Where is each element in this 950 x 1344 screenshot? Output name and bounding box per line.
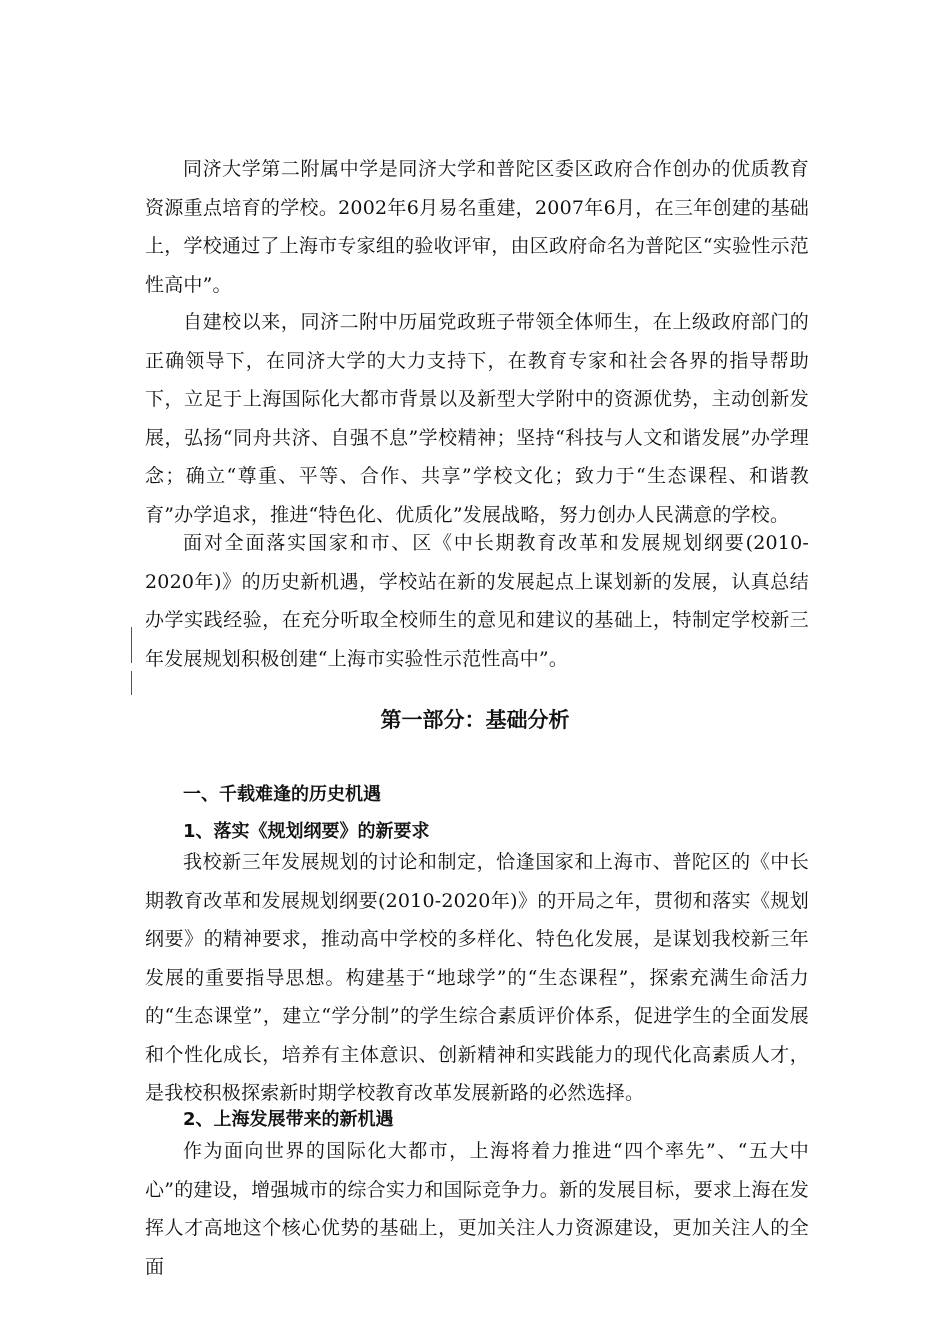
section-heading: 一、千载难逢的历史机遇: [183, 784, 381, 805]
intro-paragraph-3: 面对全面落实国家和市、区《中长期教育改革和发展规划纲要(2010-2020年)》的历史新机遇，学校站在新的发展起点上谋划新的发展，认真总结办学实践经验，在充分听取全校师生的意见和建议的基础上，特制定学校新三年发展规划积极创建“上海市实验性示范性高中”。: [145, 532, 809, 670]
intro-paragraph-2: 自建校以来，同济二附中历届党政班子带领全体师生，在上级政府部门的正确领导下，在同济大学的大力支持下，在教育专家和社会各界的指导帮助下，立足于上海国际化大都市背景以及新型大学附中的资源优势，主动创新发展，弘扬“同舟共济、自强不息”学校精神；坚持“科技与人文和谐发展”办学理念；确立“尊重、平等、合作、共享”学校文化；致力于“生态课程、和谐教育”办学追求，推进“特色化、优质化”发展战略，努力创办人民满意的学校。: [145, 311, 809, 526]
subsection-heading-1: 1、落实《规划纲要》的新要求: [183, 821, 430, 842]
subsection-heading-2: 2、上海发展带来的新机遇: [183, 1109, 394, 1130]
intro-paragraph-1: 同济大学第二附属中学是同济大学和普陀区委区政府合作创办的优质教育资源重点培育的学校。2002年6月易名重建，2007年6月，在三年创建的基础上，学校通过了上海市专家组的验收评审，由区政府命名为普陀区“实验性示范性高中”。: [145, 158, 809, 296]
margin-change-bar: [131, 627, 132, 663]
part-title: 第一部分：基础分析: [380, 708, 570, 732]
subsection-paragraph-2: 作为面向世界的国际化大都市，上海将着力推进“四个率先”、“五大中心”的建设，增强城市的综合实力和国际竞争力。新的发展目标，要求上海在发挥人才高地这个核心优势的基础上，更加关注人力资源建设，更加关注人的全面: [145, 1140, 809, 1278]
margin-change-bar: [131, 671, 132, 695]
subsection-paragraph-1: 我校新三年发展规划的讨论和制定，恰逢国家和上海市、普陀区的《中长期教育改革和发展规划纲要(2010-2020年)》的开局之年，贯彻和落实《规划纲要》的精神要求，推动高中学校的多样化、特色化发展，是谋划我校新三年发展的重要指导思想。构建基于“地球学”的“生态课程”，探索充满生命活力的“生态课堂”，建立“学分制”的学生综合素质评价体系，促进学生的全面发展和个性化成长，培养有主体意识、创新精神和实践能力的现代化高素质人才，是我校积极探索新时期学校教育改革发展新路的必然选择。: [145, 851, 809, 1104]
